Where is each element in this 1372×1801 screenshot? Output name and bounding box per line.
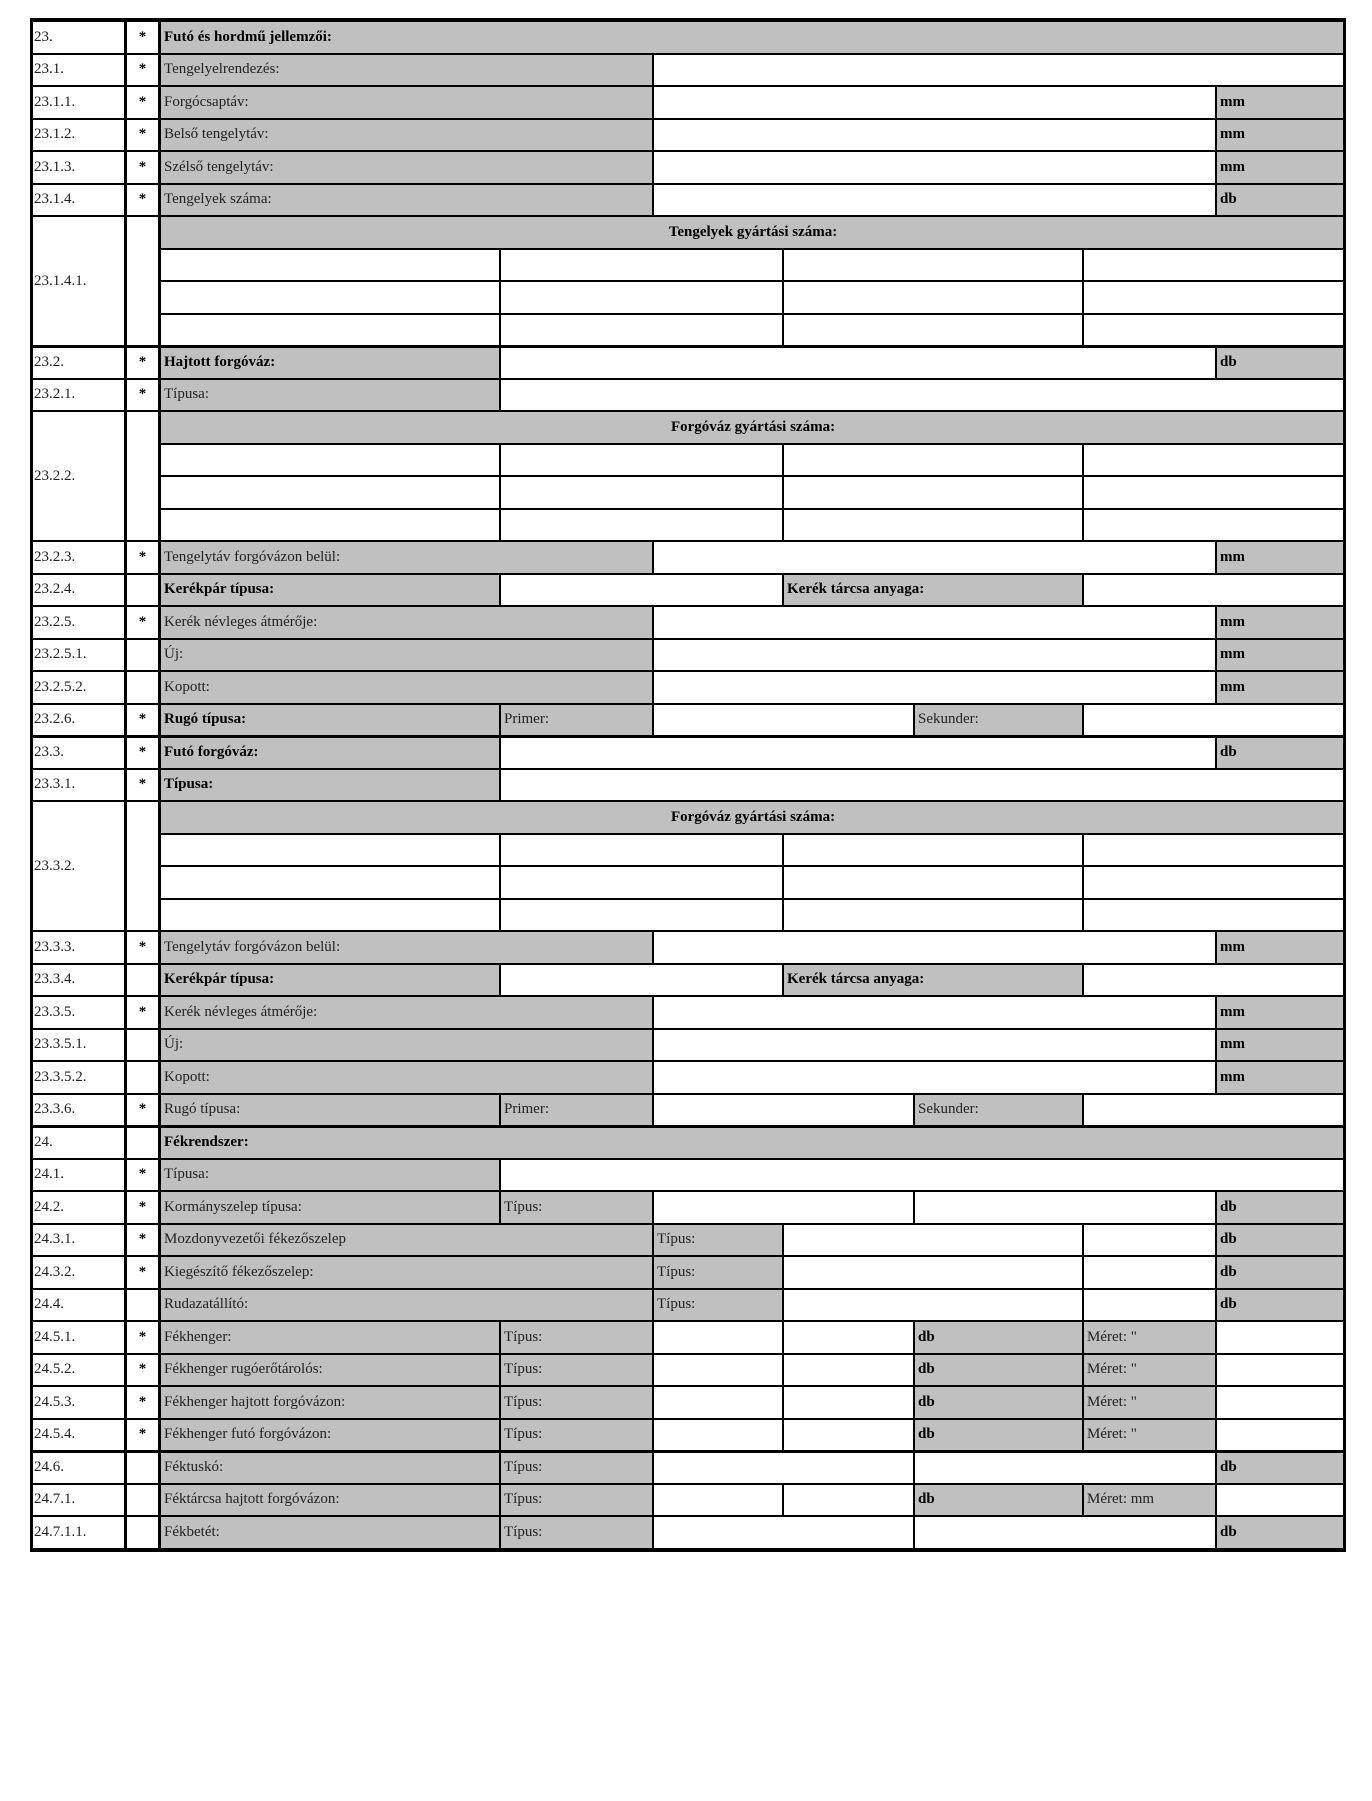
input-field[interactable] <box>160 476 500 509</box>
row-number: 23.1.4.1. <box>30 216 126 346</box>
field-label: Típus: <box>500 1354 653 1387</box>
field-label: Típus: <box>653 1289 783 1322</box>
field-label: Típus: <box>500 1451 653 1484</box>
required-marker: * <box>126 151 160 184</box>
field-label: Forgócsaptáv: <box>160 86 653 119</box>
field-label: mm <box>1216 639 1346 672</box>
section-header: Tengelyek gyártási száma: <box>160 216 1346 249</box>
section-divider <box>30 345 1346 348</box>
required-marker: * <box>126 1191 160 1224</box>
required-marker <box>126 216 160 346</box>
input-field[interactable] <box>653 1061 1216 1094</box>
row-number: 23. <box>30 21 126 54</box>
required-marker <box>126 1484 160 1517</box>
input-field[interactable] <box>500 964 783 997</box>
field-label: db <box>1216 346 1346 379</box>
row-number: 24.3.2. <box>30 1256 126 1289</box>
field-label: Kerék tárcsa anyaga: <box>783 574 1083 607</box>
input-field[interactable] <box>653 931 1216 964</box>
field-label: Tengelytáv forgóvázon belül: <box>160 541 653 574</box>
field-label: db <box>1216 1451 1346 1484</box>
input-field[interactable] <box>1083 444 1346 477</box>
input-field[interactable] <box>160 444 500 477</box>
row-number: 23.3.5.2. <box>30 1061 126 1094</box>
required-marker: * <box>126 54 160 87</box>
field-label: db <box>1216 1191 1346 1224</box>
input-field[interactable] <box>914 1516 1216 1549</box>
input-field[interactable] <box>160 314 500 347</box>
section-divider <box>30 1450 1346 1453</box>
input-field[interactable] <box>653 606 1216 639</box>
row-number: 24.7.1. <box>30 1484 126 1517</box>
row-number: 23.3.4. <box>30 964 126 997</box>
field-label: db <box>914 1386 1083 1419</box>
input-field[interactable] <box>1216 1321 1346 1354</box>
row-number: 23.3.6. <box>30 1094 126 1127</box>
input-field[interactable] <box>1083 249 1346 282</box>
required-marker <box>126 1289 160 1322</box>
field-label: mm <box>1216 86 1346 119</box>
input-field[interactable] <box>500 281 783 314</box>
field-label: Fékhenger hajtott forgóvázon: <box>160 1386 500 1419</box>
required-marker: * <box>126 541 160 574</box>
required-marker <box>126 1126 160 1159</box>
row-number: 24.5.1. <box>30 1321 126 1354</box>
field-label: Kormányszelep típusa: <box>160 1191 500 1224</box>
required-marker <box>126 1516 160 1549</box>
input-field[interactable] <box>653 54 1346 87</box>
input-field[interactable] <box>783 281 1083 314</box>
field-label: Tengelyelrendezés: <box>160 54 653 87</box>
input-field[interactable] <box>500 574 783 607</box>
input-field[interactable] <box>1083 866 1346 899</box>
field-label: mm <box>1216 119 1346 152</box>
field-label: mm <box>1216 1061 1346 1094</box>
input-field[interactable] <box>653 1094 914 1127</box>
field-label: Fékhenger rugóerőtárolós: <box>160 1354 500 1387</box>
input-field[interactable] <box>1216 1386 1346 1419</box>
field-label: Típusa: <box>160 379 500 412</box>
input-field[interactable] <box>1216 1484 1346 1517</box>
field-label: Mozdonyvezetői fékezőszelep <box>160 1224 653 1257</box>
required-marker: * <box>126 184 160 217</box>
field-label: Típusa: <box>160 1159 500 1192</box>
row-number: 24.5.2. <box>30 1354 126 1387</box>
field-label: Típus: <box>500 1321 653 1354</box>
field-label: db <box>914 1354 1083 1387</box>
row-number: 23.1.2. <box>30 119 126 152</box>
required-marker: * <box>126 1386 160 1419</box>
input-field[interactable] <box>500 736 1216 769</box>
input-field[interactable] <box>653 1386 783 1419</box>
field-label: Sekunder: <box>914 1094 1083 1127</box>
input-field[interactable] <box>500 1159 1346 1192</box>
input-field[interactable] <box>653 1451 914 1484</box>
required-marker <box>126 1061 160 1094</box>
row-number: 23.1.1. <box>30 86 126 119</box>
field-label: db <box>1216 1289 1346 1322</box>
row-number: 23.2.3. <box>30 541 126 574</box>
row-number: 24. <box>30 1126 126 1159</box>
input-field[interactable] <box>653 119 1216 152</box>
required-marker: * <box>126 931 160 964</box>
input-field[interactable] <box>500 444 783 477</box>
field-label: Tengelyek száma: <box>160 184 653 217</box>
field-label: mm <box>1216 151 1346 184</box>
input-field[interactable] <box>783 1419 914 1452</box>
field-label: Típus: <box>653 1224 783 1257</box>
row-number: 23.1.3. <box>30 151 126 184</box>
input-field[interactable] <box>653 1191 914 1224</box>
input-field[interactable] <box>1083 1224 1216 1257</box>
input-field[interactable] <box>1083 574 1346 607</box>
field-label: mm <box>1216 931 1346 964</box>
row-number: 23.2.5.2. <box>30 671 126 704</box>
required-marker <box>126 639 160 672</box>
input-field[interactable] <box>500 379 1346 412</box>
input-field[interactable] <box>500 509 783 542</box>
input-field[interactable] <box>500 476 783 509</box>
field-label: Típus: <box>500 1516 653 1549</box>
row-number: 23.1. <box>30 54 126 87</box>
required-marker <box>126 964 160 997</box>
input-field[interactable] <box>783 509 1083 542</box>
input-field[interactable] <box>653 541 1216 574</box>
section-divider <box>30 1125 1346 1128</box>
field-label: Kerékpár típusa: <box>160 964 500 997</box>
row-number: 23.2.1. <box>30 379 126 412</box>
field-label: Típus: <box>500 1386 653 1419</box>
required-marker: * <box>126 1321 160 1354</box>
input-field[interactable] <box>500 866 783 899</box>
field-label: mm <box>1216 671 1346 704</box>
input-field[interactable] <box>783 834 1083 867</box>
input-field[interactable] <box>653 1516 914 1549</box>
row-number: 23.2.2. <box>30 411 126 541</box>
field-label: Típus: <box>653 1256 783 1289</box>
field-label: Méret: " <box>1083 1321 1216 1354</box>
field-label: Rudazatállító: <box>160 1289 653 1322</box>
required-marker <box>126 1451 160 1484</box>
required-marker: * <box>126 119 160 152</box>
field-label: Szélső tengelytáv: <box>160 151 653 184</box>
input-field[interactable] <box>160 899 500 932</box>
field-label: mm <box>1216 1029 1346 1062</box>
required-marker: * <box>126 1354 160 1387</box>
input-field[interactable] <box>653 1484 783 1517</box>
field-label: Méret: mm <box>1083 1484 1216 1517</box>
input-field[interactable] <box>1083 509 1346 542</box>
input-field[interactable] <box>1083 834 1346 867</box>
input-field[interactable] <box>653 1419 783 1452</box>
input-field[interactable] <box>653 996 1216 1029</box>
field-label: mm <box>1216 606 1346 639</box>
field-label: db <box>1216 736 1346 769</box>
field-label: db <box>914 1419 1083 1452</box>
input-field[interactable] <box>783 1484 914 1517</box>
field-label: Méret: " <box>1083 1354 1216 1387</box>
required-marker: * <box>126 86 160 119</box>
field-label: Futó forgóváz: <box>160 736 500 769</box>
required-marker <box>126 801 160 931</box>
required-marker: * <box>126 1224 160 1257</box>
input-field[interactable] <box>653 671 1216 704</box>
field-label: Primer: <box>500 704 653 737</box>
field-label: Rugó típusa: <box>160 704 500 737</box>
input-field[interactable] <box>160 866 500 899</box>
row-number: 23.3.2. <box>30 801 126 931</box>
input-field[interactable] <box>783 314 1083 347</box>
input-field[interactable] <box>653 704 914 737</box>
row-number: 23.1.4. <box>30 184 126 217</box>
input-field[interactable] <box>783 1386 914 1419</box>
field-label: Típus: <box>500 1191 653 1224</box>
input-field[interactable] <box>500 249 783 282</box>
input-field[interactable] <box>783 1224 1083 1257</box>
field-label: Méret: " <box>1083 1419 1216 1452</box>
required-marker: * <box>126 704 160 737</box>
field-label: Kopott: <box>160 671 653 704</box>
field-label: Típusa: <box>160 769 500 802</box>
input-field[interactable] <box>160 509 500 542</box>
input-field[interactable] <box>653 1321 783 1354</box>
input-field[interactable] <box>160 834 500 867</box>
field-label: Típus: <box>500 1419 653 1452</box>
required-marker <box>126 411 160 541</box>
row-number: 23.2.5.1. <box>30 639 126 672</box>
row-number: 24.3.1. <box>30 1224 126 1257</box>
input-field[interactable] <box>783 899 1083 932</box>
row-number: 24.5.3. <box>30 1386 126 1419</box>
field-label: Kerékpár típusa: <box>160 574 500 607</box>
input-field[interactable] <box>1083 281 1346 314</box>
section-divider <box>30 735 1346 738</box>
field-label: db <box>1216 1516 1346 1549</box>
input-field[interactable] <box>653 86 1216 119</box>
field-label: Sekunder: <box>914 704 1083 737</box>
field-label: Futó és hordmű jellemzői: <box>160 21 1346 54</box>
row-number: 23.3.3. <box>30 931 126 964</box>
required-marker: * <box>126 996 160 1029</box>
field-label: Féktárcsa hajtott forgóvázon: <box>160 1484 500 1517</box>
row-number: 23.2. <box>30 346 126 379</box>
required-marker <box>126 671 160 704</box>
input-field[interactable] <box>160 249 500 282</box>
field-label: Fékrendszer: <box>160 1126 1346 1159</box>
field-label: mm <box>1216 996 1346 1029</box>
input-field[interactable] <box>1083 899 1346 932</box>
row-number: 24.1. <box>30 1159 126 1192</box>
row-number: 24.2. <box>30 1191 126 1224</box>
section-header: Forgóváz gyártási száma: <box>160 801 1346 834</box>
field-label: Kerék névleges átmérője: <box>160 996 653 1029</box>
field-label: db <box>914 1321 1083 1354</box>
required-marker: * <box>126 1159 160 1192</box>
input-field[interactable] <box>914 1451 1216 1484</box>
row-number: 23.3. <box>30 736 126 769</box>
field-label: Fékhenger: <box>160 1321 500 1354</box>
required-marker: * <box>126 769 160 802</box>
row-number: 24.6. <box>30 1451 126 1484</box>
field-label: Kiegészítő fékezőszelep: <box>160 1256 653 1289</box>
field-label: Féktuskó: <box>160 1451 500 1484</box>
required-marker <box>126 1029 160 1062</box>
input-field[interactable] <box>653 184 1216 217</box>
input-field[interactable] <box>500 314 783 347</box>
field-label: Méret: " <box>1083 1386 1216 1419</box>
field-label: Tengelytáv forgóvázon belül: <box>160 931 653 964</box>
required-marker: * <box>126 21 160 54</box>
field-label: Kerék névleges átmérője: <box>160 606 653 639</box>
field-label: Hajtott forgóváz: <box>160 346 500 379</box>
row-number: 23.3.5.1. <box>30 1029 126 1062</box>
field-label: Kerék tárcsa anyaga: <box>783 964 1083 997</box>
input-field[interactable] <box>783 866 1083 899</box>
required-marker: * <box>126 736 160 769</box>
field-label: Típus: <box>500 1484 653 1517</box>
row-number: 24.4. <box>30 1289 126 1322</box>
input-field[interactable] <box>653 639 1216 672</box>
input-field[interactable] <box>160 281 500 314</box>
required-marker: * <box>126 346 160 379</box>
input-field[interactable] <box>1216 1354 1346 1387</box>
input-field[interactable] <box>1083 1289 1216 1322</box>
field-label: Primer: <box>500 1094 653 1127</box>
field-label: mm <box>1216 541 1346 574</box>
input-field[interactable] <box>783 444 1083 477</box>
section-header: Forgóváz gyártási száma: <box>160 411 1346 444</box>
field-label: Belső tengelytáv: <box>160 119 653 152</box>
input-field[interactable] <box>1083 314 1346 347</box>
technical-data-form <box>30 18 1346 1784</box>
required-marker: * <box>126 1419 160 1452</box>
input-field[interactable] <box>1083 1094 1346 1127</box>
input-field[interactable] <box>1083 1256 1216 1289</box>
required-marker: * <box>126 1094 160 1127</box>
field-label: Fékbetét: <box>160 1516 500 1549</box>
required-marker: * <box>126 379 160 412</box>
input-field[interactable] <box>500 769 1346 802</box>
required-marker: * <box>126 1256 160 1289</box>
input-field[interactable] <box>783 1321 914 1354</box>
row-number: 23.3.1. <box>30 769 126 802</box>
required-marker <box>126 574 160 607</box>
input-field[interactable] <box>783 476 1083 509</box>
input-field[interactable] <box>1083 964 1346 997</box>
input-field[interactable] <box>914 1191 1216 1224</box>
row-number: 23.2.6. <box>30 704 126 737</box>
row-number: 23.3.5. <box>30 996 126 1029</box>
input-field[interactable] <box>653 1354 783 1387</box>
field-label: Rugó típusa: <box>160 1094 500 1127</box>
input-field[interactable] <box>783 1354 914 1387</box>
input-field[interactable] <box>1216 1419 1346 1452</box>
input-field[interactable] <box>783 1256 1083 1289</box>
input-field[interactable] <box>500 834 783 867</box>
field-label: Fékhenger futó forgóvázon: <box>160 1419 500 1452</box>
input-field[interactable] <box>783 249 1083 282</box>
input-field[interactable] <box>1083 476 1346 509</box>
field-label: db <box>914 1484 1083 1517</box>
row-number: 24.7.1.1. <box>30 1516 126 1549</box>
row-number: 23.2.5. <box>30 606 126 639</box>
input-field[interactable] <box>1083 704 1346 737</box>
row-number: 24.5.4. <box>30 1419 126 1452</box>
field-label: db <box>1216 184 1346 217</box>
field-label: db <box>1216 1224 1346 1257</box>
field-label: Kopott: <box>160 1061 653 1094</box>
input-field[interactable] <box>783 1289 1083 1322</box>
field-label: Új: <box>160 1029 653 1062</box>
input-field[interactable] <box>653 151 1216 184</box>
row-number: 23.2.4. <box>30 574 126 607</box>
field-label: db <box>1216 1256 1346 1289</box>
input-field[interactable] <box>500 346 1216 379</box>
input-field[interactable] <box>500 899 783 932</box>
required-marker: * <box>126 606 160 639</box>
input-field[interactable] <box>653 1029 1216 1062</box>
field-label: Új: <box>160 639 653 672</box>
